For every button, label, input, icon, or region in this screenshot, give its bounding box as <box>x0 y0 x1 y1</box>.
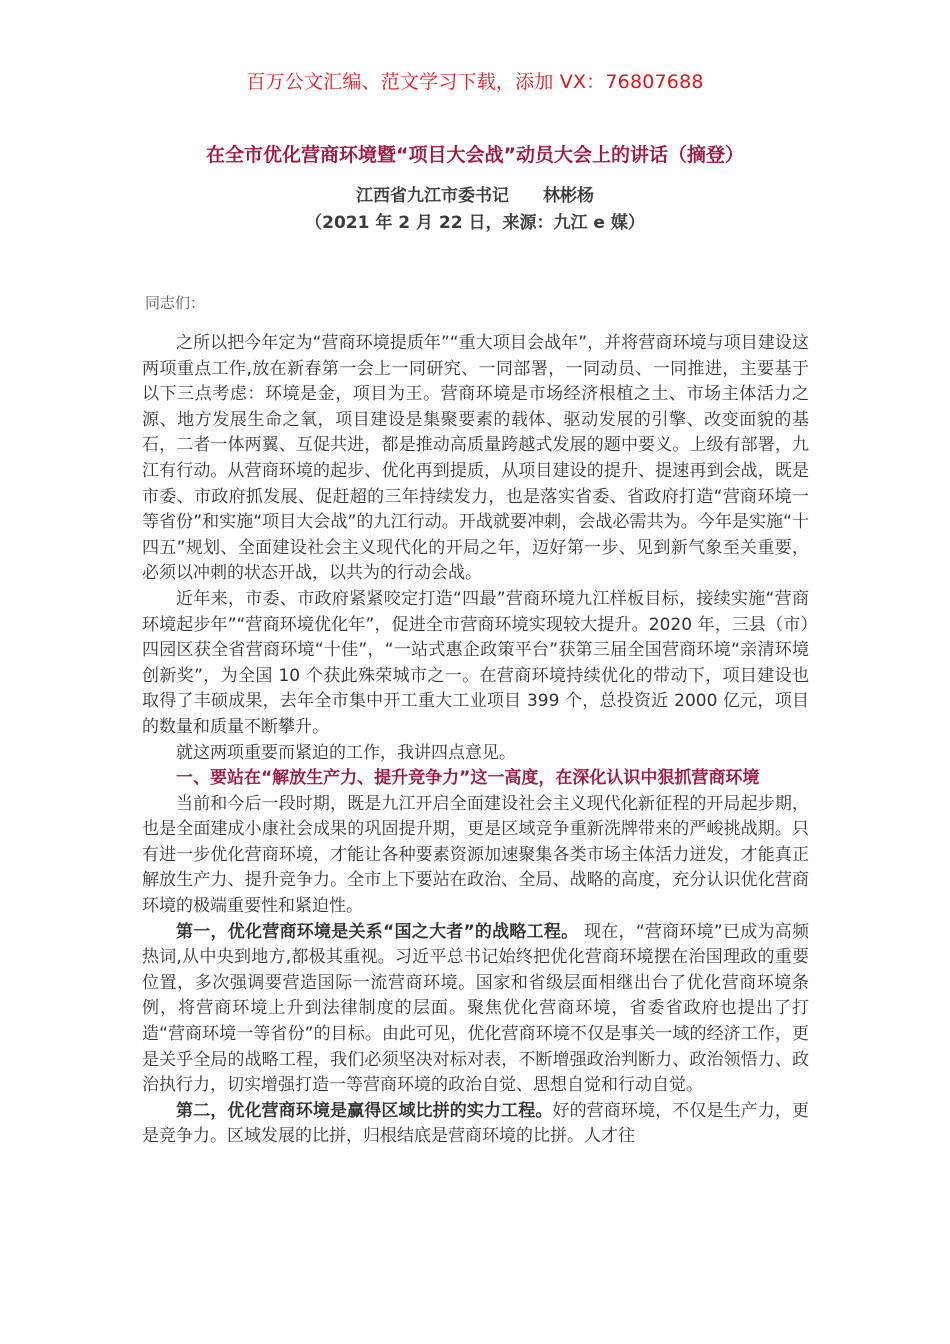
paragraph-lead: 第一，优化营商环境是关系“国之大者”的战略工程。 <box>176 921 579 942</box>
paragraph-text: 现在，“营商环境”已成为高频热词,从中央到地方,都极其重视。习近平总书记始终把优化营商环境摆在治国理政的重要位置，多次强调要营造国际一流营商环境。国家和省级层面相继出台了优化营商环境条例，将营商环境上升到法律制度的层面。聚焦优化营商环境，省委省政府也提出了打造“营商环境一等省份”的目标。由此可见，优化营商环境不仅是事关一域的经济工作，更是关乎全局的战略工程，我们必须坚决对标对表，不断增强政治判断力、政治领悟力、政治执行力，切实增强打造一等营商环境的政治自觉、思想自觉和行动自觉。 <box>142 921 809 1096</box>
paragraph: 当前和今后一段时期，既是九江开启全面建设社会主义现代化新征程的开局起步期，也是全面建成小康社会成果的巩固提升期，更是区域竞争重新洗牌带来的严峻挑战期。只有进一步优化营商环境，才能让各种要素资源加速聚集各类市场主体活力迸发，才能真正解放生产力、提升竞争力。全市上下要站在政治、全局、战略的高度，充分认识优化营商环境的极端重要性和紧迫性。 <box>142 793 809 917</box>
source-line: （2021 年 2 月 22 日，来源：九江 e 媒） <box>305 213 645 233</box>
salutation: 同志们： <box>145 294 206 312</box>
document-title: 在全市优化营商环境暨“项目大会战”动员大会上的讲话（摘登） <box>206 144 744 166</box>
paragraph: 近年来，市委、市政府紧紧咬定打造“四最”营商环境九江样板目标，接续实施“营商环境起步年”“营商环境优化年”，促进全市营商环境实现较大提升。2020 年，三县（市）四园区获全省营商环境“十佳”，“一站式惠企政策平台”获第三届全国营商环境“亲清环境创新奖”，为全国 10 个获此殊荣城市之一。在营商环境持续优化的带动下，项目建设也取得了丰硕成果，去年全市集中开工重大工业项目 399 个，总投资近 2000 亿元，项目的数量和质量不断攀升。 <box>142 588 809 737</box>
paragraph: 就这两项重要而紧迫的工作，我讲四点意见。 <box>176 742 516 763</box>
author-name: 林彬杨 <box>543 186 594 206</box>
paragraph <box>142 920 809 1099</box>
author-line <box>0 181 950 206</box>
paragraph <box>142 1099 809 1150</box>
paragraph-lead: 第二，优化营商环境是赢得区域比拼的实力工程。 <box>176 1100 553 1121</box>
document-body <box>142 331 809 1150</box>
paragraph-text: 好的营商环境，不仅是生产力，更是竞争力。区域发展的比拼，归根结底是营商环境的比拼。人才往 <box>142 1100 810 1147</box>
author-position: 江西省九江市委书记 <box>356 186 509 206</box>
section-heading: 一、要站在“解放生产力、提升竞争力”这一高度，在深化认识中狠抓营商环境 <box>176 768 760 789</box>
download-banner: 百万公文汇编、范文学习下载，添加 VX：76807688 <box>246 71 704 93</box>
paragraph: 之所以把今年定为“营商环境提质年”“重大项目会战年”，并将营商环境与项目建设这两项重点工作,放在新春第一会上一同研究、一同部署，一同动员、一同推进，主要基于以下三点考虑：环境是金，项目为王。营商环境是市场经济根植之土、市场主体活力之源、地方发展生命之氧，项目建设是集聚要素的载体、驱动发展的引擎、改变面貌的基石，二者一体两翼、互促共进，都是推动高质量跨越式发展的题中要义。上级有部署，九江有行动。从营商环境的起步、优化再到提质，从项目建设的提升、提速再到会战，既是市委、市政府抓发展、促赶超的三年持续发力，也是落实省委、省政府打造“营商环境一等省份”和实施“项目大会战”的九江行动。开战就要冲刺，会战必需共为。今年是实施“十四五”规划、全面建设社会主义现代化的开局之年，迈好第一步、见到新气象至关重要，必须以冲刺的状态开战，以共为的行动会战。 <box>142 333 809 584</box>
